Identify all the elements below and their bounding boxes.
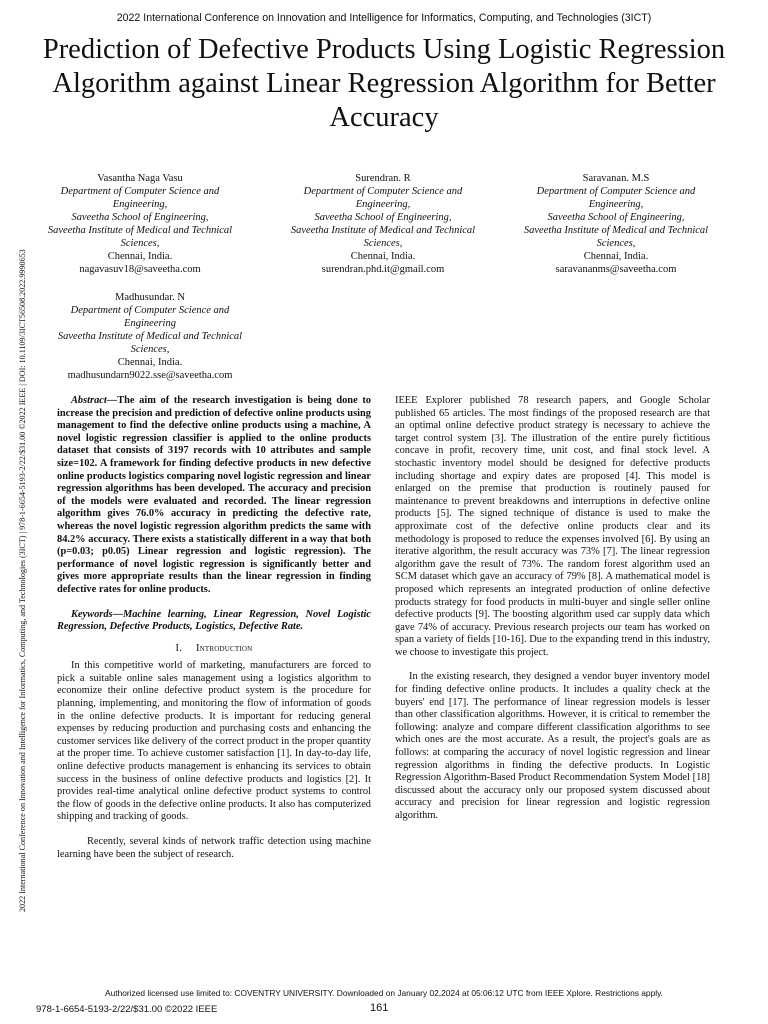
author-block-2 bbox=[283, 172, 483, 276]
author-location: Chennai, India. bbox=[583, 251, 649, 262]
author-name: Surendran. R bbox=[355, 173, 411, 184]
isbn-footer: 978-1-6654-5193-2/22/$31.00 ©2022 IEEE bbox=[36, 1004, 218, 1015]
author-institute: Saveetha Institute of Medical and Technical Sciences, bbox=[523, 225, 709, 249]
author-department: Department of Computer Science and Engineering, bbox=[536, 186, 696, 210]
section-title: Introduction bbox=[196, 642, 253, 654]
section-number: I. bbox=[175, 642, 183, 654]
abstract bbox=[57, 395, 371, 597]
side-identifier-strip bbox=[0, 0, 27, 1024]
author-location: Chennai, India. bbox=[117, 357, 183, 368]
author-email: madhusundarn9022.sse@saveetha.com bbox=[67, 370, 233, 381]
author-block-3 bbox=[516, 172, 716, 276]
intro-paragraph-4: In the existing research, they designed a vendor buyer inventory model for finding defective online products. It includes a quality check at the buyers' end [17]. The performance of linear regression models is lesser than other classification algorithms. However, it is critical to remember the following: analyze and compare different classification algorithms to see which ones are the most accurate. As a result, the project's goals are as follows: at comparing the accuracy of novel logistic regression and linear regression algorithms in finding the defective products. In Logistic Regression Algorithm-Based Product Recommendation System Model [18] discussed about the accuracy only our proposed system discussed about accuracy and precision for linear regression and logistic regression algorithm. bbox=[395, 671, 710, 821]
license-footer: Authorized licensed use limited to: COVENTRY UNIVERSITY. Downloaded on January 02,2024 at 05:06:12 UTC from IEEE Xplore. Restrictions apply. bbox=[105, 988, 663, 998]
author-block-1 bbox=[40, 172, 240, 276]
abstract-label: Abstract— bbox=[71, 395, 118, 406]
author-email: saravananms@saveetha.com bbox=[555, 264, 677, 275]
page-number: 161 bbox=[370, 1002, 389, 1014]
author-institute: Saveetha Institute of Medical and Technical Sciences, bbox=[290, 225, 476, 249]
intro-paragraph-3: IEEE Explorer published 78 research papers, and Google Scholar published 65 articles. The most findings of the proposed research are that an optimal online defective product strategy is necessary to achieve the target control system [3]. The illustration of the entire purely fictitious concave in profit, recovery time, unit cost, and final stock level. A stochastic inventory model should be designed for defective products including shortage and expiry dates are proposed [4]. This model is enlarged on the premise that production is routinely paused for maintenance to prevent breakdowns and interruptions in defective online products [5]. The signed technique of distance is used to make the approximate cost of the defective online products clear and its methodology is proposed to reduce the expenses involved [6]. By using an iterative algorithm, the result accuracy was 73% [7]. The linear regression algorithm gave the result of 73%. The random forest algorithm used an SCM dataset which gave an accuracy of 79% [8]. A mathematical model is proposed which represents an integrated production of online defective products strategy for food products in multi-buyer and single seller online defective products [9]. The boosting algorithm used car supply data which gave 74% of accuracy. Previous research projects our team has worked on span a variety of fields [10-16]. Due to the expanding trend in this industry, we choose to investigate this project. bbox=[395, 395, 710, 658]
author-school: Saveetha School of Engineering, bbox=[71, 212, 209, 223]
author-location: Chennai, India. bbox=[107, 251, 173, 262]
conference-header: 2022 International Conference on Innovation and Intelligence for Informatics, Computing, and Technologies (3ICT) bbox=[116, 12, 652, 24]
author-block-4 bbox=[50, 291, 250, 382]
author-department: Department of Computer Science and Engineering, bbox=[303, 186, 463, 210]
section-heading-introduction bbox=[57, 643, 371, 656]
author-institute: Saveetha Institute of Medical and Technical Sciences, bbox=[57, 331, 243, 355]
abstract-body: The aim of the research investigation is being done to increase the precision and prediction of defective online products using management to find the defective online products using a machine, A novel logistic regression classifier is applied to the online products dataset that consists of 3197 records with 10 attributes and sample size=102. A framework for finding defective products in new defective online products logistics comparing novel logistic regression and linear regression algorithms has been developed. The accuracy and precision of the models were evaluated and recorded. The linear regression algorithm gives 76.0% accuracy in predicting the defective rate, whereas the novel logistic regression algorithm predicts the same with 84.2% accuracy. There exists a statistically different in a way that both (p=0.03; p0.05) Linear regression and logistic regression). The performance of novel logistic regression is significantly better and gives more appropriate results than the linear regression in finding defective rates for online products. bbox=[57, 395, 371, 595]
author-institute: Saveetha Institute of Medical and Technical Sciences, bbox=[47, 225, 233, 249]
author-name: Vasantha Naga Vasu bbox=[97, 173, 183, 184]
intro-paragraph-1: In this competitive world of marketing, manufacturers are forced to pick a suitable online sales management using a logistics algorithm to economize their online defective product system is the procedure for planning, implementing, and monitoring the flow of information of goods in the online defective products. It is important for reducing general expenses by reducing production and purchasing costs and enhancing the customer services like delivery of the correct product in the proper quantity at the proper time. To achieve customer satisfaction [1]. In day-to-day life, online defective products management is enhancing its services to obtain success in the business of online defective products and logistics [2]. It provides real-time analytical online defective product systems to control the flow of goods in the defective online products. It also has computerized shipping and tracking of goods. bbox=[57, 660, 371, 823]
side-identifier-text: 2022 International Conference on Innovation and Intelligence for Informatics, Computing, and Technologies (3ICT) | 978-1-6654-5193-2/22/$31.00 ©2022 IEEE | DOI: 10.1109/3ICT56508.2022.9990653 bbox=[18, 249, 27, 912]
author-school: Saveetha School of Engineering, bbox=[314, 212, 452, 223]
paper-title: Prediction of Defective Products Using Logistic Regression Algorithm against Linear Regression Algorithm for Better Accuracy bbox=[42, 34, 726, 133]
keywords-body: Machine learning, Linear Regression, Novel Logistic Regression, Defective Products, Logistics, Defective Rate. bbox=[57, 608, 371, 633]
author-email: nagavasuv18@saveetha.com bbox=[79, 264, 201, 275]
author-department: Department of Computer Science and Engineering bbox=[70, 305, 230, 329]
left-column bbox=[57, 395, 371, 861]
keywords-label: Keywords— bbox=[71, 608, 123, 620]
author-name: Madhusundar. N bbox=[115, 292, 185, 303]
author-school: Saveetha School of Engineering, bbox=[547, 212, 685, 223]
intro-paragraph-2: Recently, several kinds of network traffic detection using machine learning have been the subject of research. bbox=[57, 836, 371, 860]
keywords bbox=[57, 609, 371, 634]
right-column bbox=[395, 395, 710, 823]
author-location: Chennai, India. bbox=[350, 251, 416, 262]
author-email: surendran.phd.it@gmail.com bbox=[321, 264, 445, 275]
author-name: Saravanan. M.S bbox=[582, 173, 650, 184]
author-department: Department of Computer Science and Engineering, bbox=[60, 186, 220, 210]
